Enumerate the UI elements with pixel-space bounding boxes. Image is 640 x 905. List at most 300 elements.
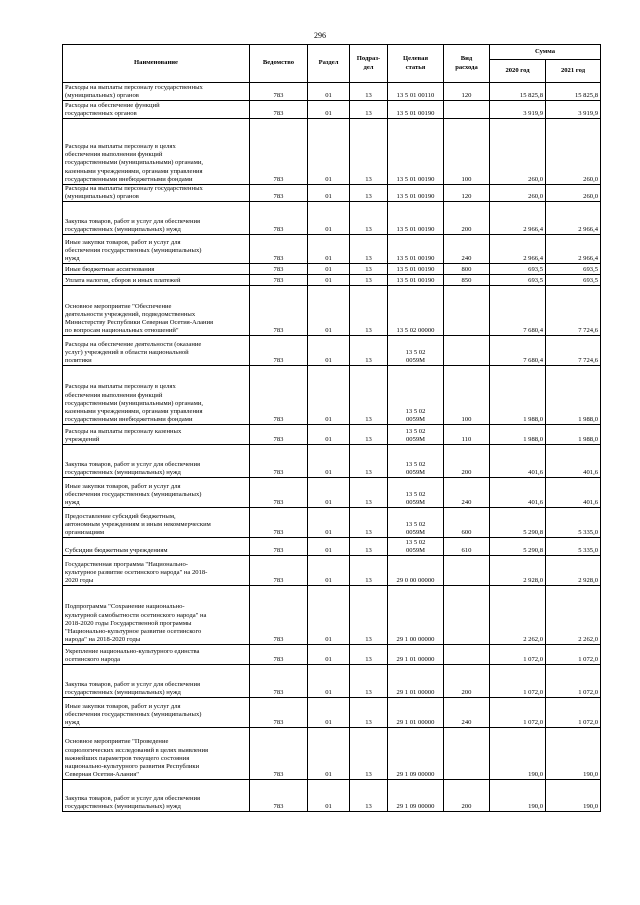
cell-target-article [388,185,444,202]
cell-subsection: 13 [350,586,388,645]
cell-target-article [388,425,444,445]
text-line: 13 5 01 00190 [396,109,435,117]
text-line: Предоставление субсидий бюджетным, [65,512,176,520]
text-line: Северная Осетия-Алания" [65,771,139,779]
text-line: государственными внебюджетными фондами [65,175,193,183]
text-line: обеспечения государственных (муниципальных) [65,711,202,718]
table-row [63,275,601,286]
text-line: организациям [65,529,105,537]
text-line: обеспечения выполнения функций [65,151,163,159]
cell-subsection: 13 [350,645,388,665]
cell-subsection: 13 [350,445,388,478]
header-target-article [388,45,444,83]
cell-name [63,202,250,235]
cell-expense-type: 600 [444,508,490,538]
text-line: Расходы на обеспечение деятельности (оказание [65,340,202,348]
cell-sum-2021: 401,6 [546,445,601,478]
cell-target-article [388,665,444,698]
text-line: политики [65,357,92,365]
cell-expense-type: 850 [444,275,490,286]
table-row [63,235,601,264]
cell-department: 783 [250,202,308,235]
cell-subsection: 13 [350,235,388,264]
cell-name [63,728,250,780]
table-row [63,556,601,586]
cell-subsection: 13 [350,698,388,728]
cell-target-article [388,780,444,812]
cell-name [63,101,250,119]
text-line: Расходы на обеспечение функций [65,101,160,109]
text-line: государственными внебюджетными фондами [65,416,193,424]
text-line: Иные закупки товаров, работ и услуг для [65,482,181,490]
text-line: государственными (муниципальными) органами, [65,399,204,407]
table-row [63,538,601,556]
cell-subsection: 13 [350,780,388,812]
cell-sum-2021: 693,5 [546,275,601,286]
cell-name [63,425,250,445]
cell-name [63,478,250,508]
cell-sum-2021: 190,0 [546,728,601,780]
cell-expense-type: 200 [444,780,490,812]
cell-sum-2020: 190,0 [490,728,546,780]
cell-department: 783 [250,83,308,101]
cell-sum-2021: 401,6 [546,478,601,508]
cell-expense-type: 120 [444,83,490,101]
cell-sum-2021: 5 335,0 [546,538,601,556]
text-line: 2020 годы [65,577,94,585]
cell-section: 01 [308,728,350,780]
cell-name [63,366,250,425]
cell-sum-2021: 1 988,0 [546,366,601,425]
cell-section: 01 [308,445,350,478]
cell-section: 01 [308,235,350,264]
header-subsection [350,45,388,83]
text-line: 0059М [405,529,426,537]
table-row [63,83,601,101]
cell-target-article [388,286,444,336]
cell-sum-2020: 260,0 [490,185,546,202]
cell-section: 01 [308,645,350,665]
table-row [63,586,601,645]
cell-name [63,538,250,556]
text-line: Иные закупки товаров, работ и услуг для [65,238,181,246]
table-row [63,119,601,185]
cell-subsection: 13 [350,336,388,366]
cell-sum-2020: 1 988,0 [490,366,546,425]
cell-expense-type [444,645,490,665]
cell-target-article [388,445,444,478]
cell-section: 01 [308,425,350,445]
text-line: 13 5 01 00190 [396,255,435,263]
cell-sum-2020: 693,5 [490,275,546,286]
text-line: 13 5 02 00000 [396,327,435,335]
cell-department: 783 [250,478,308,508]
text-line: 13 5 01 00190 [396,226,435,234]
text-line: Расходы на выплаты персоналу казенных [65,428,182,435]
table-row [63,366,601,425]
cell-department: 783 [250,665,308,698]
text-line: 13 5 01 00190 [396,277,435,285]
text-line: Расходы на выплаты персоналу в целях [65,142,176,150]
table-row [63,445,601,478]
text-line: культурное развитие осетинского народа" на 2018- [65,569,208,576]
cell-name [63,185,250,202]
text-line: 0059М [405,436,426,444]
text-line: Основное мероприятие "Обеспечение [65,302,172,310]
table-row [63,665,601,698]
text-line: нужд [65,499,80,507]
header-year-2020: 2020 год [490,60,546,83]
text-line: Расходы на выплаты персоналу государственных [65,83,203,91]
cell-sum-2021: 15 825,8 [546,83,601,101]
cell-sum-2020: 2 966,4 [490,202,546,235]
text-line: Расходы на выплаты персоналу в целях [65,383,176,391]
cell-target-article [388,728,444,780]
cell-subsection: 13 [350,202,388,235]
table-row [63,508,601,538]
text-line: Основное мероприятие "Проведение [65,738,169,746]
cell-sum-2021: 5 335,0 [546,508,601,538]
cell-sum-2021: 2 262,0 [546,586,601,645]
table-row [63,202,601,235]
header-year-2021: 2021 год [546,60,601,83]
cell-target-article [388,83,444,101]
cell-target-article [388,275,444,286]
text-line: государственных органов [65,109,137,117]
cell-department: 783 [250,538,308,556]
cell-name [63,586,250,645]
cell-sum-2020: 2 262,0 [490,586,546,645]
text-line: обеспечения выполнения функций [65,391,163,399]
text-line: 13 5 01 00190 [396,175,435,183]
cell-target-article [388,202,444,235]
cell-sum-2020: 2 928,0 [490,556,546,586]
cell-department: 783 [250,286,308,336]
cell-subsection: 13 [350,508,388,538]
cell-department: 783 [250,235,308,264]
text-line: Подпрограмма "Сохранение национально- [65,603,185,611]
text-line: 0059М [405,499,426,507]
cell-expense-type: 240 [444,478,490,508]
text-line: 29 1 01 00000 [396,719,435,727]
cell-subsection: 13 [350,728,388,780]
text-line: народа" на 2018-2020 годы [65,636,141,644]
cell-expense-type [444,336,490,366]
cell-expense-type [444,101,490,119]
cell-section: 01 [308,185,350,202]
table-row [63,728,601,780]
header-sum: Сумма [490,45,601,60]
cell-target-article [388,645,444,665]
text-line: деятельности учреждений, подведомственных [65,310,196,318]
text-line: Расходы на выплаты персоналу государственных [65,185,203,192]
cell-sum-2021: 190,0 [546,780,601,812]
header-expense-type [444,45,490,83]
cell-expense-type: 120 [444,185,490,202]
cell-name [63,508,250,538]
cell-sum-2020: 3 919,9 [490,101,546,119]
cell-section: 01 [308,538,350,556]
text-line: Уплата налогов, сборов и иных платежей [65,277,181,285]
cell-expense-type: 800 [444,264,490,275]
cell-sum-2021: 1 072,0 [546,665,601,698]
header-department: Ведомство [250,45,308,83]
cell-department: 783 [250,556,308,586]
cell-sum-2021: 7 724,6 [546,286,601,336]
text-line: статья [405,63,426,71]
cell-sum-2021: 1 072,0 [546,645,601,665]
text-line: государственных (муниципальных) нужд [65,226,181,234]
cell-expense-type [444,556,490,586]
cell-name [63,336,250,366]
cell-sum-2020: 7 680,4 [490,286,546,336]
text-line: Субсидии бюджетным учреждениям [65,547,168,555]
cell-section: 01 [308,202,350,235]
cell-subsection: 13 [350,119,388,185]
cell-sum-2020: 7 680,4 [490,336,546,366]
cell-department: 783 [250,366,308,425]
cell-expense-type: 200 [444,665,490,698]
cell-target-article [388,538,444,556]
cell-subsection: 13 [350,556,388,586]
text-line: Вид [460,55,473,63]
text-line: 13 5 02 [405,349,426,356]
text-line: государственных (муниципальных) нужд [65,469,181,477]
text-line: социологических исследований в целях выявления [65,746,209,754]
text-line: 29 1 00 00000 [396,636,435,644]
cell-department: 783 [250,275,308,286]
text-line: 13 5 02 [405,428,426,435]
cell-section: 01 [308,698,350,728]
text-line: Закупка товаров, работ и услуг для обеспечения [65,795,201,802]
cell-sum-2020: 2 966,4 [490,235,546,264]
cell-sum-2020: 401,6 [490,445,546,478]
text-line: культурной самобытности осетинского народа" на [65,611,207,619]
cell-department: 783 [250,780,308,812]
table-row [63,101,601,119]
cell-department: 783 [250,425,308,445]
cell-department: 783 [250,508,308,538]
cell-expense-type [444,286,490,336]
cell-expense-type: 100 [444,366,490,425]
table-row [63,698,601,728]
table-body [63,83,601,812]
cell-expense-type: 240 [444,698,490,728]
text-line: Иные бюджетные ассигнования [65,266,155,274]
text-line: государственными (муниципальными) органами, [65,159,204,167]
cell-sum-2020: 401,6 [490,478,546,508]
cell-section: 01 [308,508,350,538]
cell-sum-2020: 1 072,0 [490,665,546,698]
text-line: 29 1 01 00000 [396,689,435,697]
cell-name [63,698,250,728]
cell-sum-2021: 2 966,4 [546,235,601,264]
cell-expense-type [444,586,490,645]
cell-sum-2021: 2 928,0 [546,556,601,586]
text-line: обеспечения государственных (муниципальных) [65,491,202,498]
cell-expense-type: 610 [444,538,490,556]
text-line: Иные закупки товаров, работ и услуг для [65,702,181,710]
cell-sum-2020: 693,5 [490,264,546,275]
cell-target-article [388,264,444,275]
cell-subsection: 13 [350,366,388,425]
cell-department: 783 [250,728,308,780]
cell-target-article [388,336,444,366]
table-row [63,264,601,275]
text-line: 0059М [405,469,426,477]
cell-sum-2020: 1 988,0 [490,425,546,445]
text-line: 29 0 00 00000 [396,577,435,585]
text-line: 29 1 09 00000 [396,803,435,811]
table-row [63,286,601,336]
text-line: Подраз- [356,55,381,63]
cell-section: 01 [308,83,350,101]
cell-target-article [388,586,444,645]
text-line: учреждений [65,436,100,444]
cell-sum-2020: 260,0 [490,119,546,185]
text-line: нужд [65,719,80,727]
cell-target-article [388,508,444,538]
cell-target-article [388,235,444,264]
cell-expense-type: 110 [444,425,490,445]
cell-name [63,83,250,101]
cell-target-article [388,478,444,508]
text-line: 13 5 02 [405,408,426,415]
cell-sum-2021: 260,0 [546,119,601,185]
text-line: (муниципальных) органов [65,193,139,201]
cell-name [63,286,250,336]
text-line: нужд [65,255,80,263]
text-line: 29 1 01 00000 [396,656,435,664]
cell-department: 783 [250,586,308,645]
cell-sum-2020: 1 072,0 [490,698,546,728]
cell-subsection: 13 [350,264,388,275]
cell-sum-2020: 15 825,8 [490,83,546,101]
cell-section: 01 [308,264,350,275]
cell-sum-2021: 1 988,0 [546,425,601,445]
cell-department: 783 [250,698,308,728]
table-row [63,645,601,665]
cell-name [63,445,250,478]
cell-subsection: 13 [350,425,388,445]
cell-expense-type: 200 [444,202,490,235]
cell-target-article [388,366,444,425]
cell-department: 783 [250,645,308,665]
text-line: 13 5 02 [405,539,426,546]
text-line: важнейших параметров текущего состояния [65,754,190,762]
cell-subsection: 13 [350,101,388,119]
cell-sum-2021: 260,0 [546,185,601,202]
cell-subsection: 13 [350,478,388,508]
cell-expense-type: 240 [444,235,490,264]
page-number: 296 [314,31,326,40]
text-line: 13 5 02 [405,491,426,498]
cell-section: 01 [308,336,350,366]
cell-sum-2021: 1 072,0 [546,698,601,728]
cell-section: 01 [308,556,350,586]
header-name: Наименование [63,45,250,83]
cell-sum-2021: 2 966,4 [546,202,601,235]
cell-name [63,264,250,275]
cell-department: 783 [250,119,308,185]
cell-name [63,235,250,264]
text-line: 0059М [405,547,426,555]
text-line: 13 5 02 [405,461,426,468]
text-line: Министерству Республики Северная Осетия-Алания [65,319,214,326]
table-row [63,780,601,812]
text-line: обеспечения государственных (муниципальных) [65,247,202,254]
cell-sum-2020: 1 072,0 [490,645,546,665]
cell-name [63,275,250,286]
text-line: 2018-2020 годы Государственной программы [65,619,192,627]
cell-section: 01 [308,665,350,698]
cell-subsection: 13 [350,185,388,202]
text-line: Закупка товаров, работ и услуг для обеспечения [65,681,201,688]
cell-section: 01 [308,275,350,286]
table-row [63,336,601,366]
table-row [63,478,601,508]
text-line: Целевая [402,55,429,63]
cell-department: 783 [250,185,308,202]
cell-name [63,645,250,665]
table-row [63,185,601,202]
cell-department: 783 [250,336,308,366]
cell-sum-2021: 3 919,9 [546,101,601,119]
cell-sum-2021: 693,5 [546,264,601,275]
text-line: дел [363,63,374,71]
text-line: автономным учреждениям и иным некоммерческим [65,521,211,528]
text-line: национально-культурного развития Республики [65,763,200,770]
cell-target-article [388,698,444,728]
cell-name [63,119,250,185]
text-line: расхода [455,63,478,71]
cell-expense-type [444,728,490,780]
cell-sum-2020: 5 290,8 [490,508,546,538]
cell-section: 01 [308,366,350,425]
cell-subsection: 13 [350,286,388,336]
cell-expense-type: 100 [444,119,490,185]
text-line: 13 5 01 00190 [396,266,435,274]
cell-section: 01 [308,780,350,812]
header-section: Раздел [308,45,350,83]
text-line: государственных (муниципальных) нужд [65,803,181,811]
text-line: Закупка товаров, работ и услуг для обеспечения [65,461,201,468]
text-line: по вопросам национальных отношений" [65,327,179,335]
cell-sum-2020: 5 290,8 [490,538,546,556]
cell-section: 01 [308,286,350,336]
budget-table [62,44,601,812]
text-line: услуг) учреждений в области национальной [65,349,189,356]
text-line: Укрепление национально-культурного единства [65,648,200,655]
table-row [63,425,601,445]
text-line: государственных (муниципальных) нужд [65,689,181,697]
text-line: казенными учреждениями, органами управления [65,167,203,175]
cell-target-article [388,119,444,185]
text-line: 0059М [405,357,426,365]
text-line: (муниципальных) органов [65,91,139,99]
cell-sum-2021: 7 724,6 [546,336,601,366]
cell-name [63,665,250,698]
text-line: казенными учреждениями, органами управления [65,408,203,415]
cell-subsection: 13 [350,665,388,698]
cell-name [63,556,250,586]
text-line: осетинского народа [65,656,121,664]
cell-subsection: 13 [350,538,388,556]
cell-department: 783 [250,101,308,119]
cell-section: 01 [308,478,350,508]
text-line: 13 5 02 [405,521,426,528]
cell-section: 01 [308,586,350,645]
